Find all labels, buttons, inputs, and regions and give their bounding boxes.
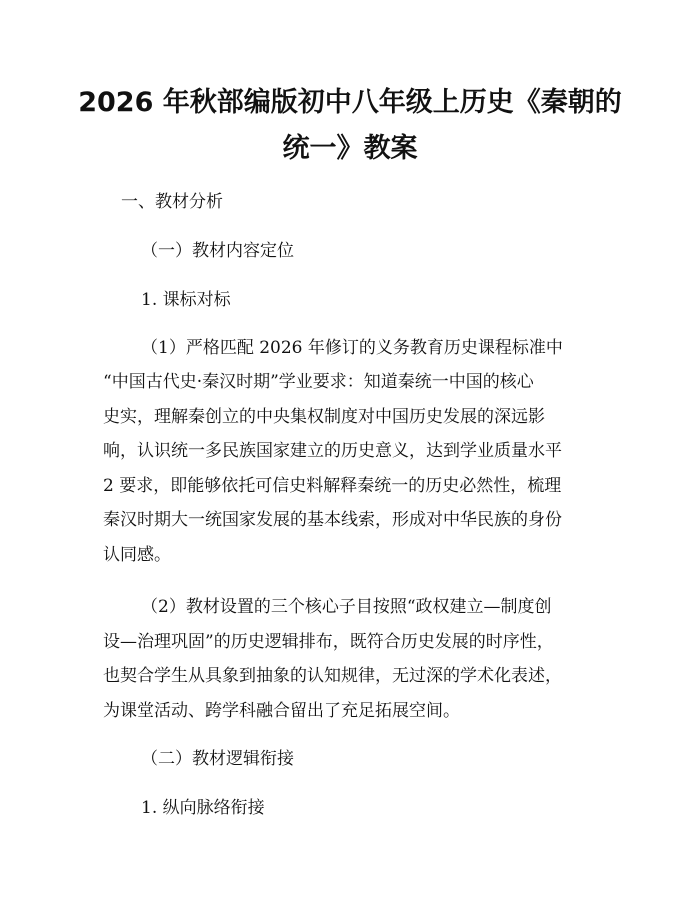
section-heading-textbook-analysis: 一、教材分析 xyxy=(121,192,223,212)
item-heading-curriculum-alignment: 1. 课标对标 xyxy=(141,290,231,310)
paragraph-1-line: 2 要求，即能够依托可信史料解释秦统一的历史必然性，梳理 xyxy=(103,476,562,496)
subsection-heading-logic-connection: （二）教材逻辑衔接 xyxy=(141,749,294,769)
document-title-line-2: 统一》教案 xyxy=(282,133,418,164)
paragraph-2-line: 设—治理巩固”的历史逻辑排布，既符合历史发展的时序性， xyxy=(103,632,554,652)
paragraph-1-line: 史实，理解秦创立的中央集权制度对中国历史发展的深远影 xyxy=(103,407,545,427)
paragraph-1-line: （1）严格匹配 2026 年修订的义务教育历史课程标准中 xyxy=(141,338,563,358)
subsection-heading-content-positioning: （一）教材内容定位 xyxy=(141,241,294,261)
paragraph-2-line: 也契合学生从具象到抽象的认知规律，无过深的学术化表述， xyxy=(103,666,562,686)
paragraph-1-line: 响，认识统一多民族国家建立的历史意义，达到学业质量水平 xyxy=(103,441,562,461)
document-title-line-1: 2026 年秋部编版初中八年级上历史《秦朝的 xyxy=(78,87,622,118)
paragraph-2-line: （2）教材设置的三个核心子目按照“政权建立—制度创 xyxy=(141,597,552,617)
item-heading-vertical-connection: 1. 纵向脉络衔接 xyxy=(141,798,265,818)
paragraph-2-line: 为课堂活动、跨学科融合留出了充足拓展空间。 xyxy=(103,701,460,721)
paragraph-1-line: 认同感。 xyxy=(103,545,171,565)
paragraph-1-line: “中国古代史·秦汉时期”学业要求：知道秦统一中国的核心 xyxy=(103,372,534,392)
paragraph-1-line: 秦汉时期大一统国家发展的基本线索，形成对中华民族的身份 xyxy=(103,510,562,530)
